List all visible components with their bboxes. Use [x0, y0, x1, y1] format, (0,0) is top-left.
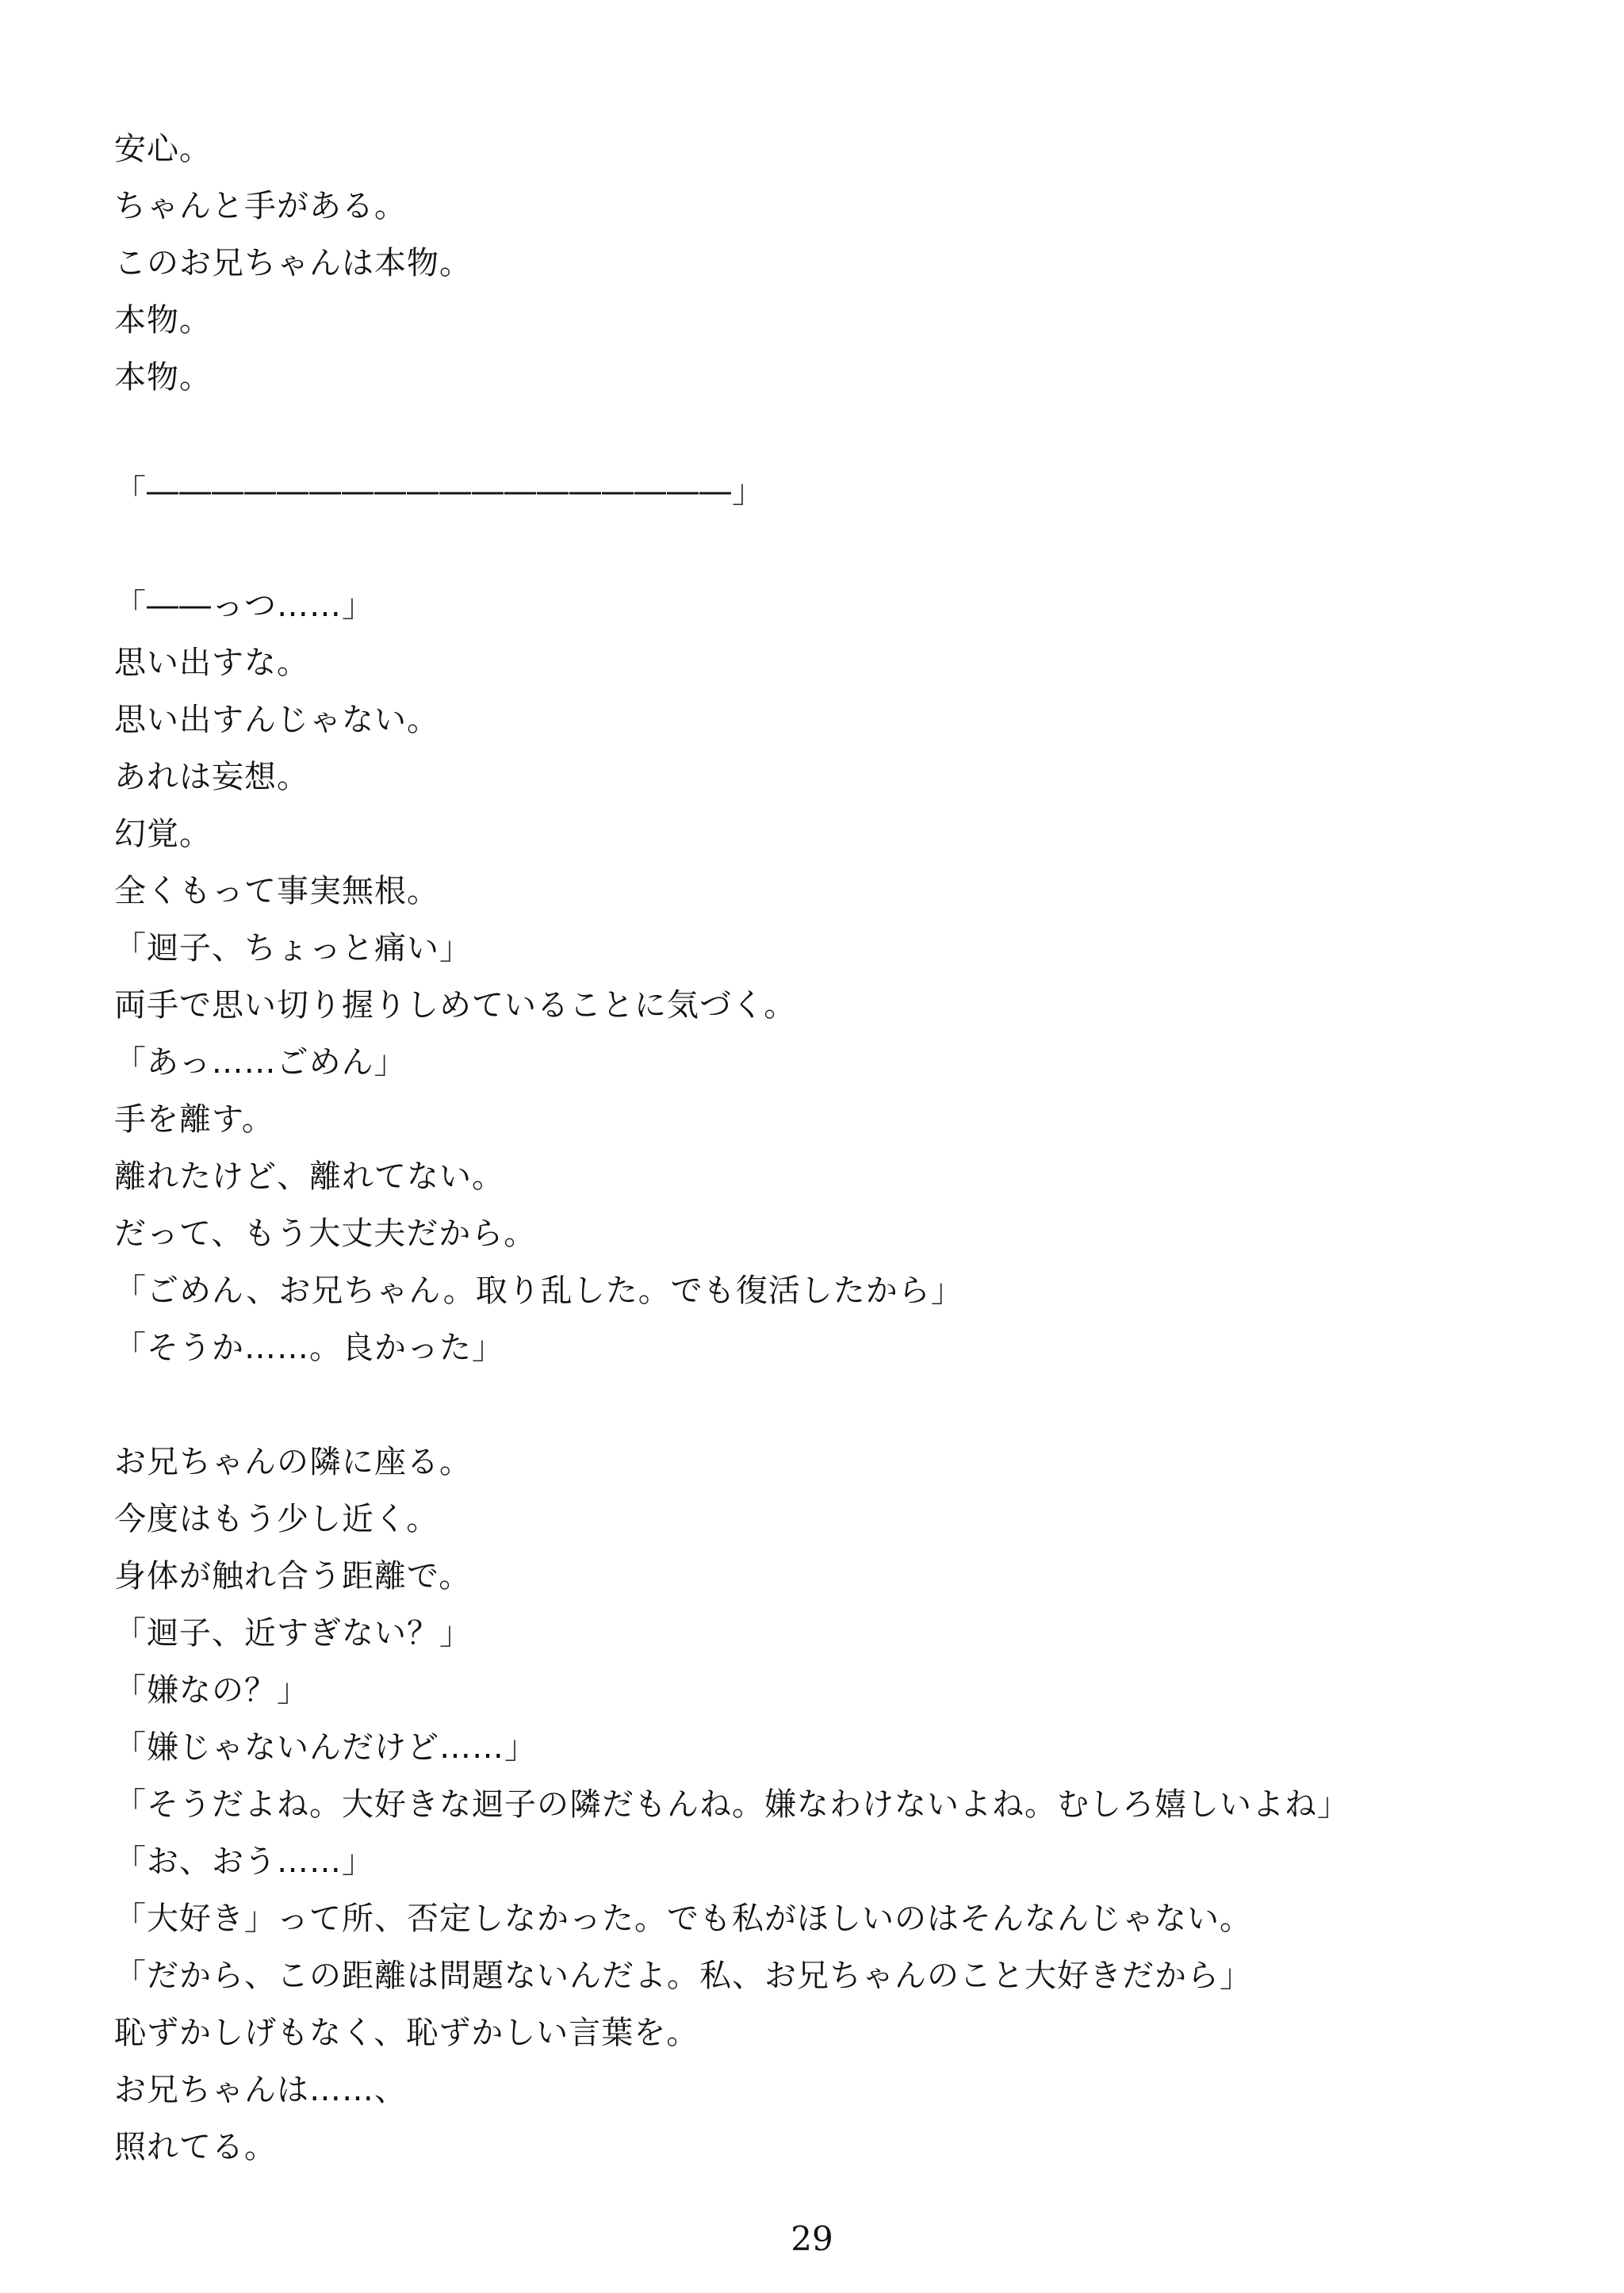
- text-line: 両手で思い切り握りしめていることに気づく。: [114, 987, 797, 1024]
- body-text: [114, 121, 1510, 2176]
- text-line: このお兄ちゃんは本物。: [114, 245, 472, 281]
- text-line: 「――――――――――――――――――」: [114, 473, 764, 510]
- text-line: 身体が触れ合う距離で。: [114, 1558, 472, 1594]
- text-line: 本物。: [114, 359, 212, 396]
- text-line: 「お、おう……」: [114, 1843, 374, 1880]
- text-line: 「そうだよね。大好きな迴子の隣だもんね。嫌なわけないよね。むしろ嬉しいよね」: [114, 1786, 1350, 1823]
- text-line: ちゃんと手がある。: [114, 188, 407, 224]
- text-line: 安心。: [114, 131, 212, 167]
- text-line: 「だから、この距離は問題ないんだよ。私、お兄ちゃんのこと大好きだから」: [114, 1958, 1252, 1994]
- blank-line: [114, 520, 1510, 577]
- text-line: 思い出すな。: [114, 645, 309, 681]
- text-line: 本物。: [114, 302, 212, 339]
- text-line: お兄ちゃんは……、: [114, 2072, 407, 2108]
- blank-line: [114, 406, 1510, 463]
- text-line: 離れたけど、離れてない。: [114, 1158, 504, 1195]
- text-line: 「嫌じゃないんだけど……」: [114, 1729, 537, 1766]
- text-line: お兄ちゃんの隣に座る。: [114, 1444, 472, 1480]
- text-line: 「そうか……。良かった」: [114, 1330, 504, 1366]
- text-line: 今度はもう少し近く。: [114, 1501, 439, 1537]
- text-line: 恥ずかしげもなく、恥ずかしい言葉を。: [114, 2015, 699, 2051]
- text-line: 照れてる。: [114, 2129, 277, 2165]
- text-line: 全くもって事実無根。: [114, 873, 439, 909]
- text-line: 「嫌なの？」: [114, 1672, 309, 1709]
- text-line: 「迴子、ちょっと痛い」: [114, 930, 472, 967]
- page-number: 29: [791, 2219, 833, 2258]
- blank-line: [114, 1376, 1510, 1434]
- text-line: あれは妄想。: [114, 759, 309, 795]
- text-line: 「大好き」って所、否定しなかった。でも私がほしいのはそんなんじゃない。: [114, 1901, 1252, 1937]
- text-line: 思い出すんじゃない。: [114, 702, 439, 738]
- text-line: 「あっ……ごめん」: [114, 1044, 407, 1081]
- text-line: だって、もう大丈夫だから。: [114, 1215, 537, 1252]
- text-line: 「――っつ……」: [114, 588, 374, 624]
- text-line: 幻覚。: [114, 816, 212, 852]
- text-line: 「ごめん、お兄ちゃん。取り乱した。でも復活したから」: [114, 1273, 963, 1309]
- text-line: 手を離す。: [114, 1101, 274, 1138]
- text-line: 「迴子、近すぎない？」: [114, 1615, 472, 1652]
